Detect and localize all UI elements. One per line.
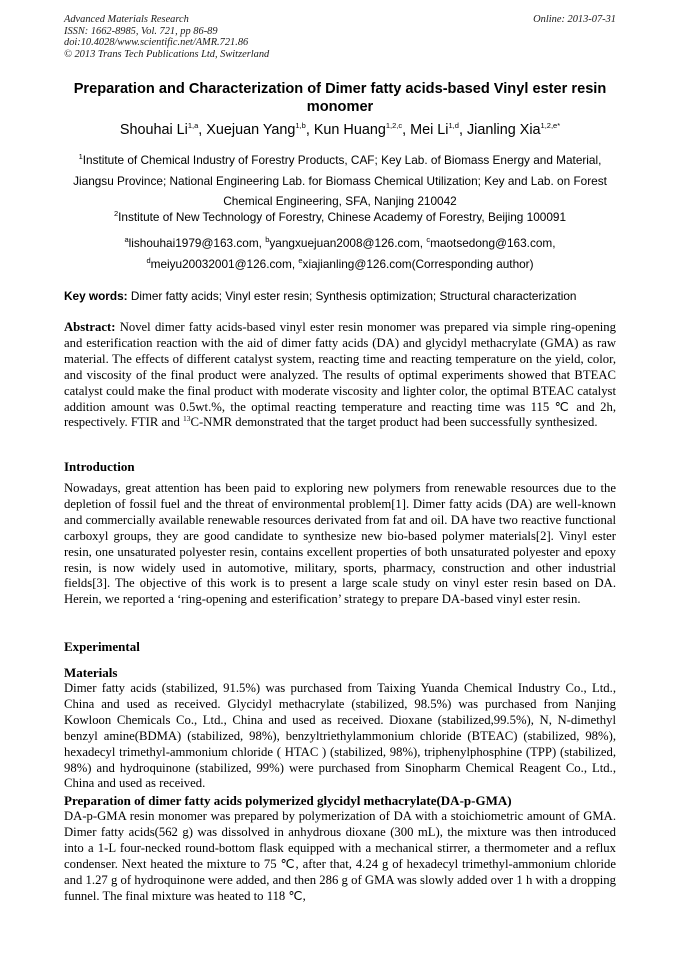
author-name: Jianling Xia [466, 122, 541, 138]
issn-line: ISSN: 1662-8985, Vol. 721, pp 86-89 [64, 25, 218, 37]
preparation-text: DA-p-GMA resin monomer was prepared by polymerization of DA with a stoichiometric amount of GMA. Dimer fatty acids(562 g) was dissolved in anhydrous dioxane (300 mL), the mixture was then introduced into a 1-L four-necked round-bottom flask equipped with a mechanical stirrer, a thermometer and a reflux condenser. Next heated the mixture to 75 ℃, after that, 4.24 g of hexadecyl trimethyl-ammonium chloride and 1.27 g of hydroquinone were added, and then 286 g of GMA was slowly added over 1 h with a dropping funnel. The final mixture was heated to 118 ℃, [64, 809, 616, 903]
email-separator: , [552, 236, 556, 250]
email-mark: a [124, 235, 129, 245]
author-name: Mei Li [410, 122, 449, 138]
email-mark: b [265, 235, 270, 245]
copyright-line: © 2013 Trans Tech Publications Ltd, Switzerland [64, 48, 270, 60]
email-address[interactable]: xiajianling@126.com(Corresponding author) [302, 256, 534, 271]
author-affiliation-mark: 1,2,c [385, 121, 403, 131]
email-address[interactable]: maotsedong@163.com [430, 236, 553, 250]
affiliation-2 [64, 207, 616, 228]
author-affiliation-mark: 1,b [295, 121, 306, 131]
email-separator: , [419, 236, 427, 250]
keywords [64, 289, 616, 304]
email-mark: c [426, 235, 431, 245]
paper-title: Preparation and Characterization of Dimer fatty acids-based Vinyl ester resin monomer [73, 81, 607, 115]
abstract-superscript: 13 [182, 414, 191, 424]
journal-name: Advanced Materials Research [64, 14, 189, 25]
affiliation-number: 2 [113, 209, 119, 219]
email-separator: , [258, 236, 266, 250]
email-address[interactable]: lishouhai1979@163.com [128, 236, 259, 250]
email-mark: e [298, 255, 303, 265]
abstract-text: Novel dimer fatty acids-based vinyl ester resin monomer was prepared via simple ring-opening and esterification reaction with the aid of dimer fatty acids (DA) and glycidyl methacrylate (GMA) as raw material. The effects of different catalyst system, reacting time and reacting temperature on the yield, color, and viscosity of the final product were analyzed. The results of optimal experiments showed that BTEAC catalyst could make the final product with moderate viscosity and lighter color, the optimal BTEAC catalyst addition amount was 0.5wt.%, the optimal reacting temperature and reacting time was 115 ℃ and 2h, respectively. FTIR and [64, 320, 616, 430]
email-mark: d [146, 255, 151, 265]
author-affiliation-mark: 1,d [448, 121, 459, 131]
author-name: Shouhai Li [119, 122, 188, 138]
affiliation-1 [64, 150, 616, 212]
author-name: Kun Huang [313, 122, 386, 138]
materials-heading: Materials [64, 665, 118, 680]
keywords-label: Key words: [64, 289, 128, 303]
experimental-heading: Experimental [64, 639, 140, 654]
author-separator: , [402, 122, 411, 138]
preparation-heading: Preparation of dimer fatty acids polymerized glycidyl methacrylate(DA-p-GMA) [64, 793, 512, 808]
journal-header [64, 14, 616, 60]
email-list [64, 233, 616, 274]
email-address[interactable]: yangxuejuan2008@126.com [269, 236, 420, 250]
materials-text: Dimer fatty acids (stabilized, 91.5%) was purchased from Taixing Yuanda Chemical Industry Co., Ltd., China and used as received. Glycidyl methacrylate (stabilized, 98.5%) was purchased from Nanjing Kowloon Chemicals Co., Ltd., China and used as received. Dioxane (stabilized,99.5%), N, N-dimethyl benzyl amine(BDMA) (stabilized, 98%), benzyltriethylammonium chloride (BTEAC) (stabilized, 98%), hexadecyl trimethyl-ammonium chloride ( HTAC ) (stabilized, 98%), triphenylphosphine (TPP) (stabilized, 98%) and hydroquinone (stabilized, 99%) were purchased from Sinopharm Chemical Reagent Co., Ltd., China and used as received. [64, 681, 616, 791]
abstract [64, 320, 616, 431]
author-list [64, 121, 616, 139]
author-separator: , [198, 122, 207, 138]
email-separator: , [291, 256, 299, 271]
online-date: Online: 2013-07-31 [533, 14, 616, 25]
author-separator: , [305, 122, 314, 138]
introduction-text: Nowadays, great attention has been paid to exploring new polymers from renewable resources due to the depletion of fossil fuel and the threat of environmental problem[1]. Dimer fatty acids (DA) are well-known and commercially available renewable resources derivated from fat and oil. DA have two reactive functional carboxyl groups, they are good candidate to synthesize new bio-based polymer materials[2]. Vinyl ester resin, one unsaturated polyester resin, contains excellent properties of both unsaturated polyester and epoxy resin, is now widely used in automotive, military, sports, pharmacy, construction and other industrial fields[3]. The objective of this work is to present a large scale study on vinyl ester resin based on DA. Herein, we reported a ‘ring-opening and esterification’ strategy to prepare DA-based vinyl ester resin. [64, 481, 616, 607]
affiliation-number: 1 [78, 152, 83, 162]
affiliation-text: Institute of Chemical Industry of Forestry Products, CAF; Key Lab. of Biomass Energy and Material, Jiangsu Province; National Engineering Lab. for Biomass Chemical Utilization; Key and Lab. on Forest Chemical Engineering, SFA, Nanjing 210042 [73, 153, 607, 209]
abstract-label: Abstract: [64, 320, 116, 334]
affiliation-text: Institute of New Technology of Forestry, Chinese Academy of Forestry, Beijing 100091 [118, 210, 567, 224]
email-address[interactable]: meiyu20032001@126.com [150, 256, 292, 271]
doi-line[interactable]: doi:10.4028/www.scientific.net/AMR.721.86 [64, 37, 249, 48]
introduction-heading: Introduction [64, 459, 135, 474]
author-affiliation-mark: 1,2,e* [540, 121, 561, 131]
keywords-text: Dimer fatty acids; Vinyl ester resin; Synthesis optimization; Structural characterization [127, 289, 577, 303]
author-affiliation-mark: 1,a [187, 121, 199, 131]
abstract-text-end: C-NMR demonstrated that the target product had been successfully synthesized. [190, 415, 598, 430]
author-separator: , [458, 122, 467, 138]
author-name: Xuejuan Yang [206, 122, 296, 138]
